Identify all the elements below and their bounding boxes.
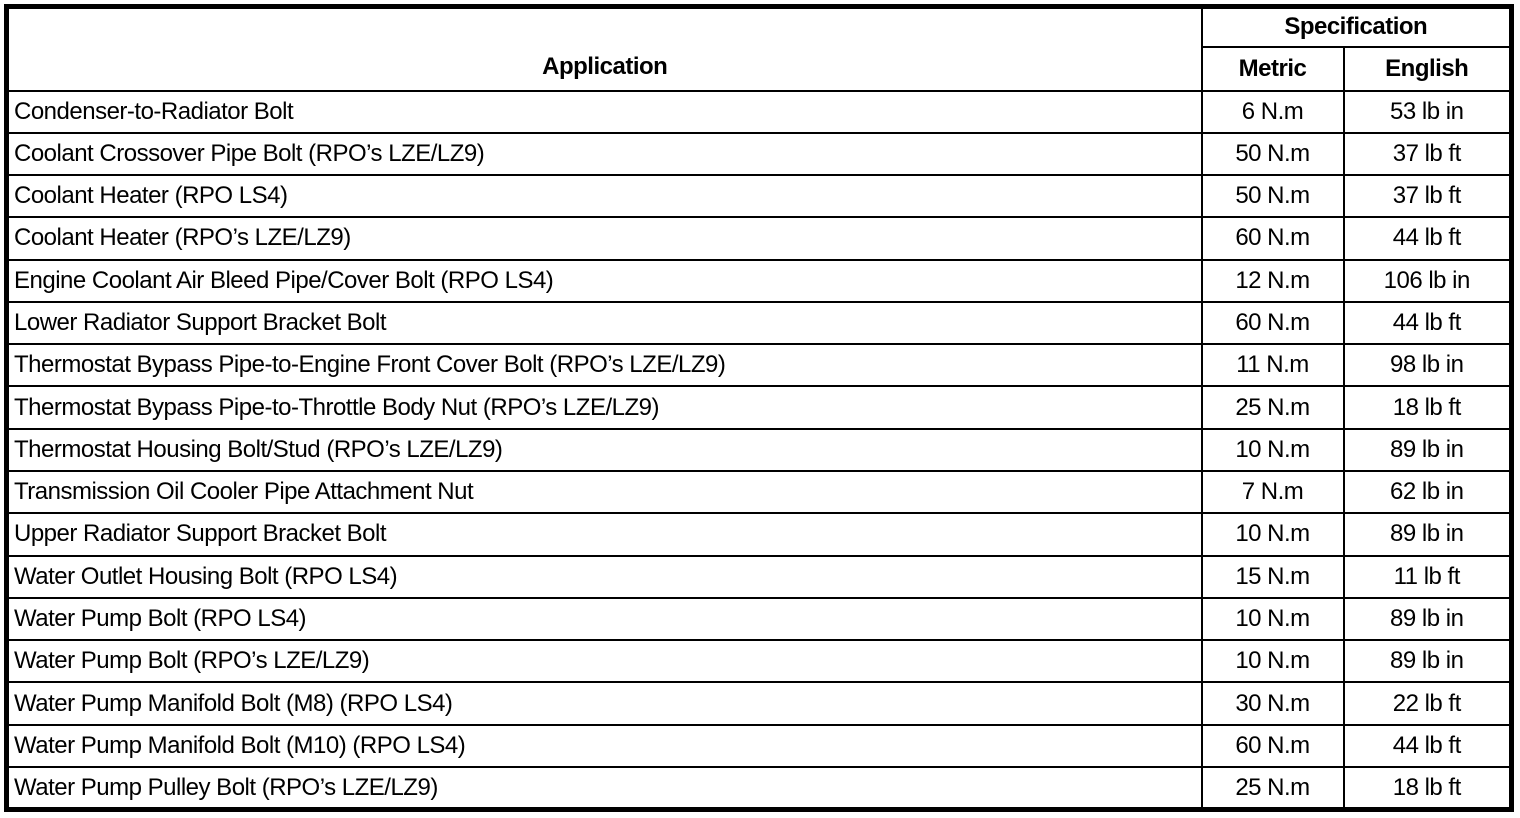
application-cell: Water Pump Pulley Bolt (RPO’s LZE/LZ9) xyxy=(7,767,1202,810)
header-row-top xyxy=(7,7,1512,47)
metric-value-cell: 25 N.m xyxy=(1202,386,1344,428)
table-row xyxy=(7,91,1512,133)
table-row xyxy=(7,429,1512,471)
english-value-cell: 98 lb in xyxy=(1344,344,1512,386)
application-cell: Coolant Heater (RPO’s LZE/LZ9) xyxy=(7,217,1202,259)
metric-value-cell: 25 N.m xyxy=(1202,767,1344,810)
english-value-cell: 89 lb in xyxy=(1344,640,1512,682)
metric-value-cell: 60 N.m xyxy=(1202,302,1344,344)
application-cell: Engine Coolant Air Bleed Pipe/Cover Bolt (RPO LS4) xyxy=(7,260,1202,302)
table-row xyxy=(7,513,1512,555)
english-value-cell: 44 lb ft xyxy=(1344,217,1512,259)
application-cell: Water Pump Manifold Bolt (M8) (RPO LS4) xyxy=(7,682,1202,724)
spec-table-body xyxy=(7,91,1512,810)
table-row xyxy=(7,598,1512,640)
table-row xyxy=(7,302,1512,344)
application-cell: Transmission Oil Cooler Pipe Attachment Nut xyxy=(7,471,1202,513)
metric-value-cell: 10 N.m xyxy=(1202,513,1344,555)
english-value-cell: 18 lb ft xyxy=(1344,386,1512,428)
application-cell: Water Pump Bolt (RPO LS4) xyxy=(7,598,1202,640)
table-row xyxy=(7,386,1512,428)
column-header-specification: Specification xyxy=(1202,7,1512,47)
english-value-cell: 37 lb ft xyxy=(1344,133,1512,175)
english-value-cell: 89 lb in xyxy=(1344,513,1512,555)
table-row xyxy=(7,767,1512,810)
fastener-specifications-table xyxy=(4,4,1514,812)
english-value-cell: 106 lb in xyxy=(1344,260,1512,302)
english-value-cell: 11 lb ft xyxy=(1344,556,1512,598)
english-value-cell: 89 lb in xyxy=(1344,429,1512,471)
application-cell: Thermostat Bypass Pipe-to-Throttle Body Nut (RPO’s LZE/LZ9) xyxy=(7,386,1202,428)
application-cell: Coolant Heater (RPO LS4) xyxy=(7,175,1202,217)
metric-value-cell: 60 N.m xyxy=(1202,725,1344,767)
metric-value-cell: 7 N.m xyxy=(1202,471,1344,513)
column-header-application: Application xyxy=(7,7,1202,91)
table-row xyxy=(7,133,1512,175)
table-header xyxy=(7,7,1512,91)
metric-value-cell: 12 N.m xyxy=(1202,260,1344,302)
application-cell: Coolant Crossover Pipe Bolt (RPO’s LZE/LZ9) xyxy=(7,133,1202,175)
metric-value-cell: 10 N.m xyxy=(1202,598,1344,640)
metric-value-cell: 30 N.m xyxy=(1202,682,1344,724)
table-row xyxy=(7,682,1512,724)
english-value-cell: 62 lb in xyxy=(1344,471,1512,513)
metric-value-cell: 60 N.m xyxy=(1202,217,1344,259)
metric-value-cell: 15 N.m xyxy=(1202,556,1344,598)
english-value-cell: 44 lb ft xyxy=(1344,302,1512,344)
application-cell: Thermostat Bypass Pipe-to-Engine Front Cover Bolt (RPO’s LZE/LZ9) xyxy=(7,344,1202,386)
column-header-english: English xyxy=(1344,47,1512,91)
metric-value-cell: 50 N.m xyxy=(1202,133,1344,175)
application-cell: Upper Radiator Support Bracket Bolt xyxy=(7,513,1202,555)
application-cell: Lower Radiator Support Bracket Bolt xyxy=(7,302,1202,344)
english-value-cell: 18 lb ft xyxy=(1344,767,1512,810)
english-value-cell: 44 lb ft xyxy=(1344,725,1512,767)
table-row xyxy=(7,217,1512,259)
application-cell: Water Pump Bolt (RPO’s LZE/LZ9) xyxy=(7,640,1202,682)
application-cell: Water Pump Manifold Bolt (M10) (RPO LS4) xyxy=(7,725,1202,767)
english-value-cell: 53 lb in xyxy=(1344,91,1512,133)
metric-value-cell: 6 N.m xyxy=(1202,91,1344,133)
table-row xyxy=(7,725,1512,767)
english-value-cell: 89 lb in xyxy=(1344,598,1512,640)
metric-value-cell: 10 N.m xyxy=(1202,429,1344,471)
column-header-metric: Metric xyxy=(1202,47,1344,91)
application-cell: Water Outlet Housing Bolt (RPO LS4) xyxy=(7,556,1202,598)
table-row xyxy=(7,640,1512,682)
table-row xyxy=(7,344,1512,386)
application-cell: Condenser-to-Radiator Bolt xyxy=(7,91,1202,133)
table-row xyxy=(7,260,1512,302)
english-value-cell: 22 lb ft xyxy=(1344,682,1512,724)
metric-value-cell: 10 N.m xyxy=(1202,640,1344,682)
table-row xyxy=(7,556,1512,598)
table-row xyxy=(7,471,1512,513)
application-cell: Thermostat Housing Bolt/Stud (RPO’s LZE/LZ9) xyxy=(7,429,1202,471)
table-row xyxy=(7,175,1512,217)
english-value-cell: 37 lb ft xyxy=(1344,175,1512,217)
metric-value-cell: 11 N.m xyxy=(1202,344,1344,386)
metric-value-cell: 50 N.m xyxy=(1202,175,1344,217)
